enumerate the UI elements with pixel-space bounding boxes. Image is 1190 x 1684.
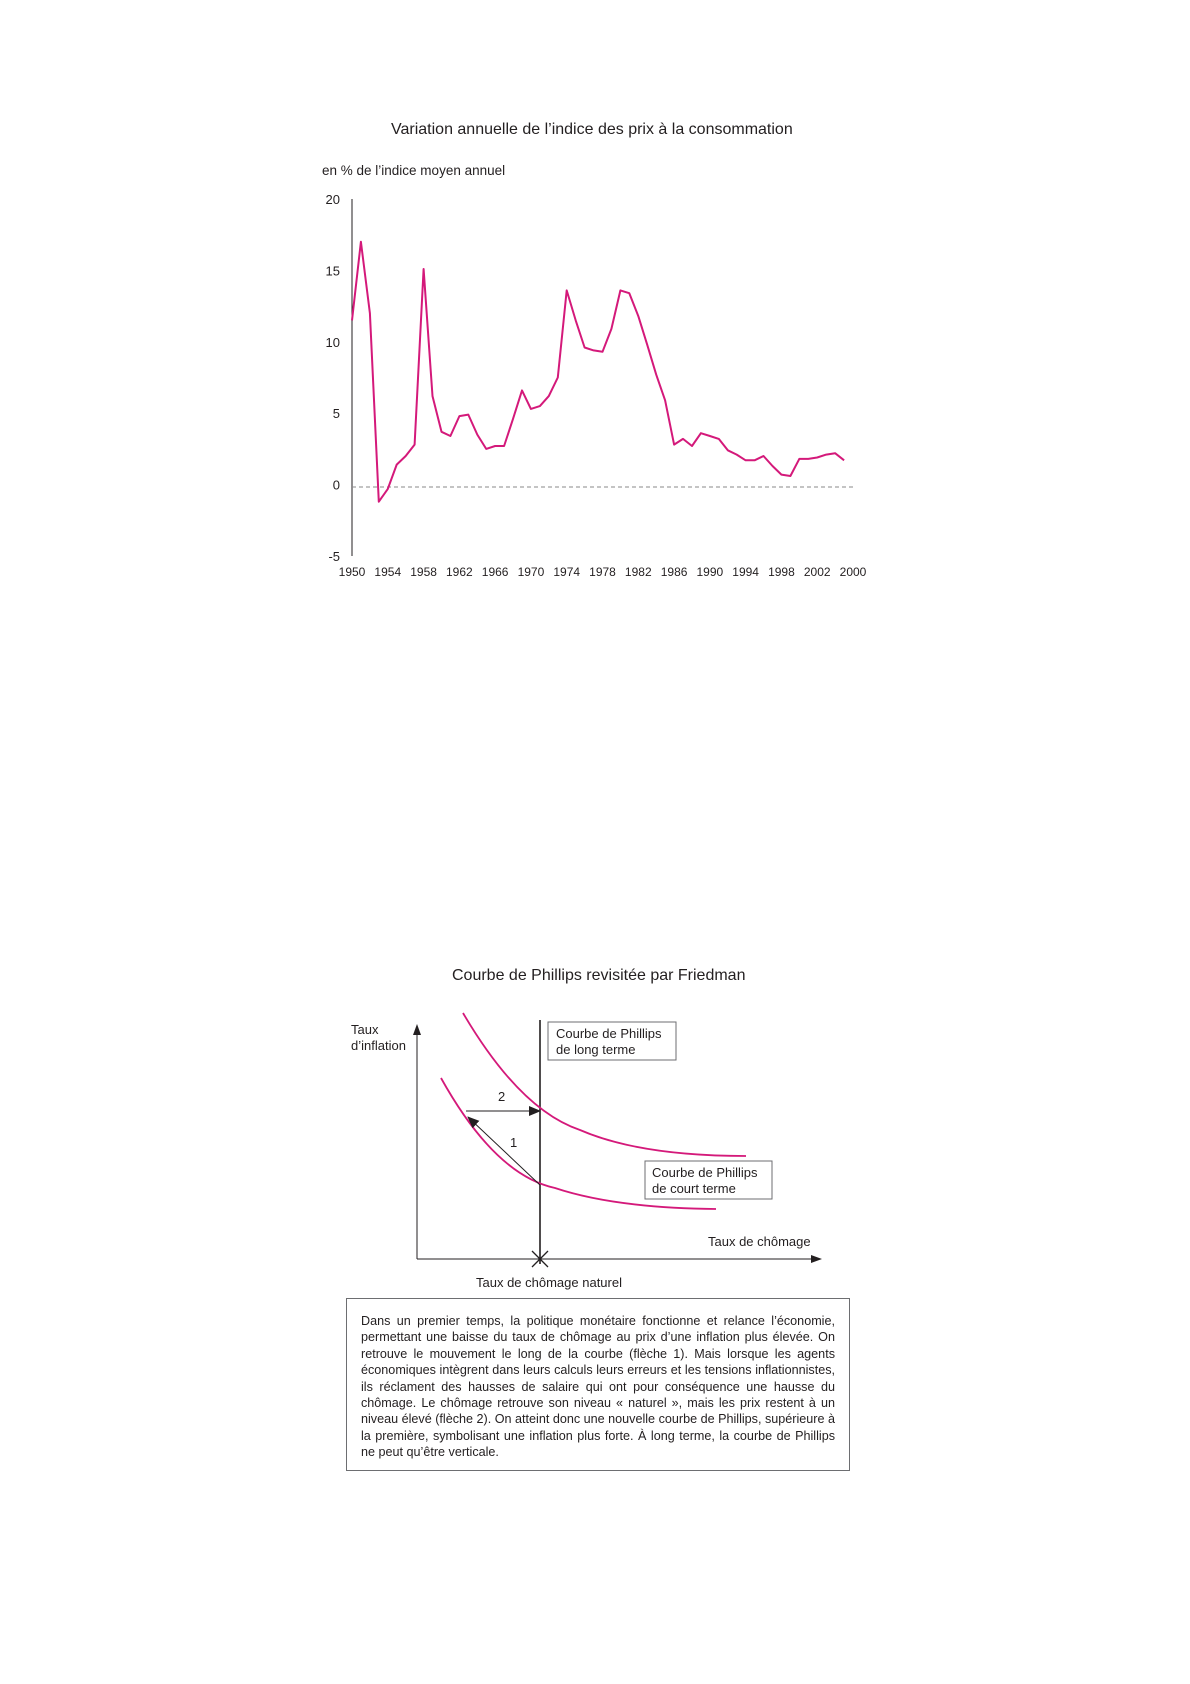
chart1-y-unit-label: en % de l’indice moyen annuel xyxy=(322,163,506,178)
x-tick-label: 1994 xyxy=(732,565,759,579)
x-tick-label: 1962 xyxy=(446,565,473,579)
arrow-1 xyxy=(468,1117,540,1185)
y-tick-label: 10 xyxy=(325,334,340,350)
y-tick-label: 5 xyxy=(332,406,340,422)
y-tick-label: 20 xyxy=(325,192,340,207)
short-run-label-line1: Courbe de Phillips xyxy=(652,1165,758,1180)
arrow-2-label: 2 xyxy=(498,1089,506,1104)
x-tick-label: 1966 xyxy=(481,565,509,579)
y-axis-arrowhead xyxy=(413,1024,421,1035)
y-tick-label: 15 xyxy=(325,263,340,279)
x-axis-label: Taux de chômage xyxy=(708,1234,811,1249)
x-tick-label: 1958 xyxy=(410,565,437,579)
arrow-1-label: 1 xyxy=(510,1135,518,1150)
x-tick-label: 1998 xyxy=(768,565,795,579)
x-tick-label: 1974 xyxy=(553,565,581,579)
x-axis-arrowhead xyxy=(811,1255,822,1263)
x-tick-label: 1970 xyxy=(517,565,545,579)
y-tick-label: 0 xyxy=(332,477,340,493)
long-run-label-line1: Courbe de Phillips xyxy=(556,1026,662,1041)
long-run-label-line2: de long terme xyxy=(556,1042,636,1057)
x-tick-label: 2002 xyxy=(803,565,831,579)
natural-rate-label: Taux de chômage naturel xyxy=(476,1275,622,1290)
short-run-label-line2: de court terme xyxy=(652,1181,736,1196)
x-tick-label: 1990 xyxy=(696,565,724,579)
x-tick-label: 1982 xyxy=(624,565,652,579)
y-axis-label-line2: d’inflation xyxy=(351,1038,406,1053)
explanation-box: Dans un premier temps, la politique monétaire fonctionne et relance l’économie, permettant une baisse du taux de chômage au prix d’une inflation plus élevée. On retrouve le mouvement le long de la courbe (flèche 1). Mais lorsque les agents économiques intègrent dans leurs calculs leurs erreurs et les tensions inflationnistes, ils réclament des hausses de salaire qui ont pour conséquence une hausse du chômage. Le chômage retrouve son niveau « naturel », mais les prix restent à un niveau élevé (flèche 2). On atteint donc une nouvelle courbe de Phillips, supérieure à la première, symbolisant une inflation plus forte. À long terme, la courbe de Phillips ne peut qu’être verticale. xyxy=(346,1298,850,1471)
x-tick-label: 2000 xyxy=(839,565,867,579)
chart1-title: Variation annuelle de l’indice des prix à la consommation xyxy=(391,121,793,138)
chart2-title: Courbe de Phillips revisitée par Friedman xyxy=(452,967,746,984)
x-tick-label: 1986 xyxy=(660,565,688,579)
x-tick-label: 1978 xyxy=(589,565,616,579)
y-tick-label: -5 xyxy=(328,549,340,564)
x-tick-label: 1954 xyxy=(374,565,402,579)
x-tick-label: 1950 xyxy=(338,565,366,579)
y-axis-label-line1: Taux xyxy=(351,1022,379,1037)
